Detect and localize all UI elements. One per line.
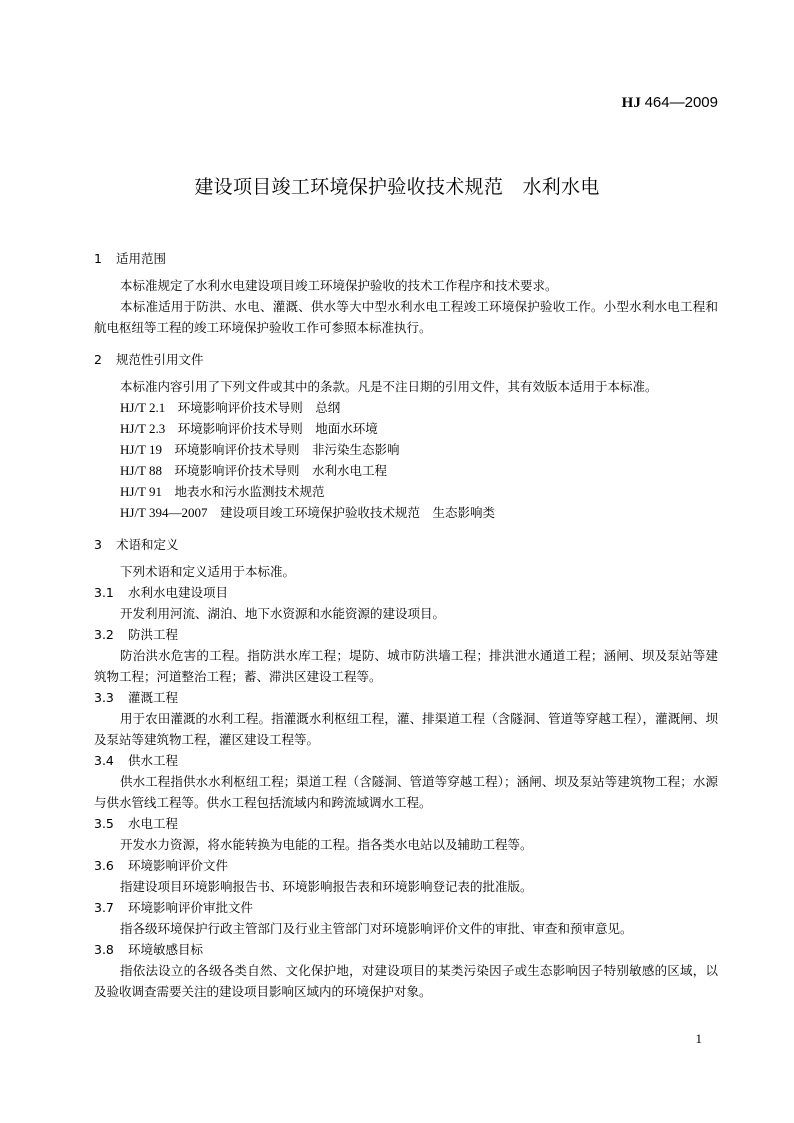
term-title: 灌溉工程 <box>128 690 179 705</box>
reference-code: HJ/T 2.1 <box>120 400 166 415</box>
reference-item <box>94 481 718 502</box>
section-number: 1 <box>94 251 102 266</box>
reference-code: HJ/T 91 <box>120 484 163 499</box>
term-title: 环境影响评价文件 <box>128 858 229 873</box>
section-title: 术语和定义 <box>116 537 179 552</box>
section-title: 适用范围 <box>116 251 167 266</box>
term-definition: 开发水力资源，将水能转换为电能的工程。指各类水电站以及辅助工程等。 <box>120 837 533 852</box>
term-heading <box>94 855 718 876</box>
reference-item <box>94 418 718 439</box>
term-definition: 指建设项目环境影响报告书、环境影响报告表和环境影响登记表的批准版。 <box>120 879 533 894</box>
standard-code: HJ <box>621 95 641 111</box>
reference-name: 环境影响评价技术导则 总纲 <box>177 400 341 415</box>
term-heading <box>94 687 718 708</box>
term-definition: 开发利用河流、湖泊、地下水资源和水能资源的建设项目。 <box>120 606 446 621</box>
document-title: 建设项目竣工环境保护验收技术规范 水利水电 <box>194 176 600 198</box>
term-number: 3.7 <box>94 900 114 915</box>
standard-year: 464—2009 <box>644 94 718 111</box>
term-number: 3.1 <box>94 585 114 600</box>
term-heading <box>94 813 718 834</box>
term-title: 水利水电建设项目 <box>128 585 229 600</box>
reference-name: 建设项目竣工环境保护验收技术规范 生态影响类 <box>220 505 496 520</box>
reference-code: HJ/T 19 <box>120 442 163 457</box>
document-body <box>94 248 718 1002</box>
reference-name: 环境影响评价技术导则 非污染生态影响 <box>174 442 400 457</box>
term-definition: 防治洪水危害的工程。指防洪水库工程；堤防、城市防洪墙工程；排洪泄水通道工程；涵闸、坝及泵站等建筑物工程；河道整治工程；蓄、滞洪区建设工程等。 <box>94 648 718 684</box>
term-number: 3.4 <box>94 753 114 768</box>
term-title: 水电工程 <box>128 816 179 831</box>
term-definition: 指各级环境保护行政主管部门及行业主管部门对环境影响评价文件的审批、审查和预审意见。 <box>120 921 633 936</box>
reference-name: 地表水和污水监测技术规范 <box>174 484 325 499</box>
standard-number <box>622 94 718 112</box>
reference-code: HJ/T 2.3 <box>120 421 166 436</box>
paragraph: 本标准规定了水利水电建设项目竣工环境保护验收的技术工作程序和技术要求。 <box>120 278 558 293</box>
reference-code: HJ/T 88 <box>120 463 163 478</box>
term-heading <box>94 897 718 918</box>
reference-code: HJ/T 394—2007 <box>120 505 208 520</box>
term-heading <box>94 750 718 771</box>
term-number: 3.6 <box>94 858 114 873</box>
term-number: 3.8 <box>94 942 114 957</box>
section-heading-references <box>94 349 718 370</box>
term-title: 环境敏感目标 <box>128 942 204 957</box>
reference-name: 环境影响评价技术导则 地面水环境 <box>177 421 378 436</box>
term-heading <box>94 582 718 603</box>
term-heading <box>94 939 718 960</box>
reference-item <box>94 439 718 460</box>
term-title: 防洪工程 <box>128 627 179 642</box>
reference-item <box>94 502 718 523</box>
term-definition: 供水工程指供水水利枢纽工程；渠道工程（含隧洞、管道等穿越工程）；涵闸、坝及泵站等建筑物工程；水源与供水管线工程等。供水工程包括流域内和跨流域调水工程。 <box>94 774 718 810</box>
section-heading-terms <box>94 534 718 555</box>
term-number: 3.2 <box>94 627 114 642</box>
reference-item <box>94 397 718 418</box>
term-title: 环境影响评价审批文件 <box>128 900 254 915</box>
page-number: 1 <box>695 1031 702 1046</box>
section-number: 3 <box>94 537 102 552</box>
term-title: 供水工程 <box>128 753 179 768</box>
paragraph: 下列术语和定义适用于本标准。 <box>120 564 296 579</box>
reference-name: 环境影响评价技术导则 水利水电工程 <box>174 463 388 478</box>
paragraph: 本标准适用于防洪、水电、灌溉、供水等大中型水利水电工程竣工环境保护验收工作。小型水利水电工程和航电枢纽等工程的竣工环境保护验收工作可参照本标准执行。 <box>94 299 718 335</box>
term-heading <box>94 624 718 645</box>
section-title: 规范性引用文件 <box>116 352 204 367</box>
term-number: 3.3 <box>94 690 114 705</box>
section-heading-scope <box>94 248 718 269</box>
paragraph: 本标准内容引用了下列文件或其中的条款。凡是不注日期的引用文件，其有效版本适用于本标准。 <box>120 379 658 394</box>
reference-item <box>94 460 718 481</box>
section-number: 2 <box>94 352 102 367</box>
term-definition: 用于农田灌溉的水利工程。指灌溉水利枢纽工程，灌、排渠道工程（含隧洞、管道等穿越工程），灌溉闸、坝及泵站等建筑物工程，灌区建设工程等。 <box>94 711 718 747</box>
term-definition: 指依法设立的各级各类自然、文化保护地，对建设项目的某类污染因子或生态影响因子特别敏感的区域，以及验收调查需要关注的建设项目影响区域内的环境保护对象。 <box>94 963 718 999</box>
term-number: 3.5 <box>94 816 114 831</box>
